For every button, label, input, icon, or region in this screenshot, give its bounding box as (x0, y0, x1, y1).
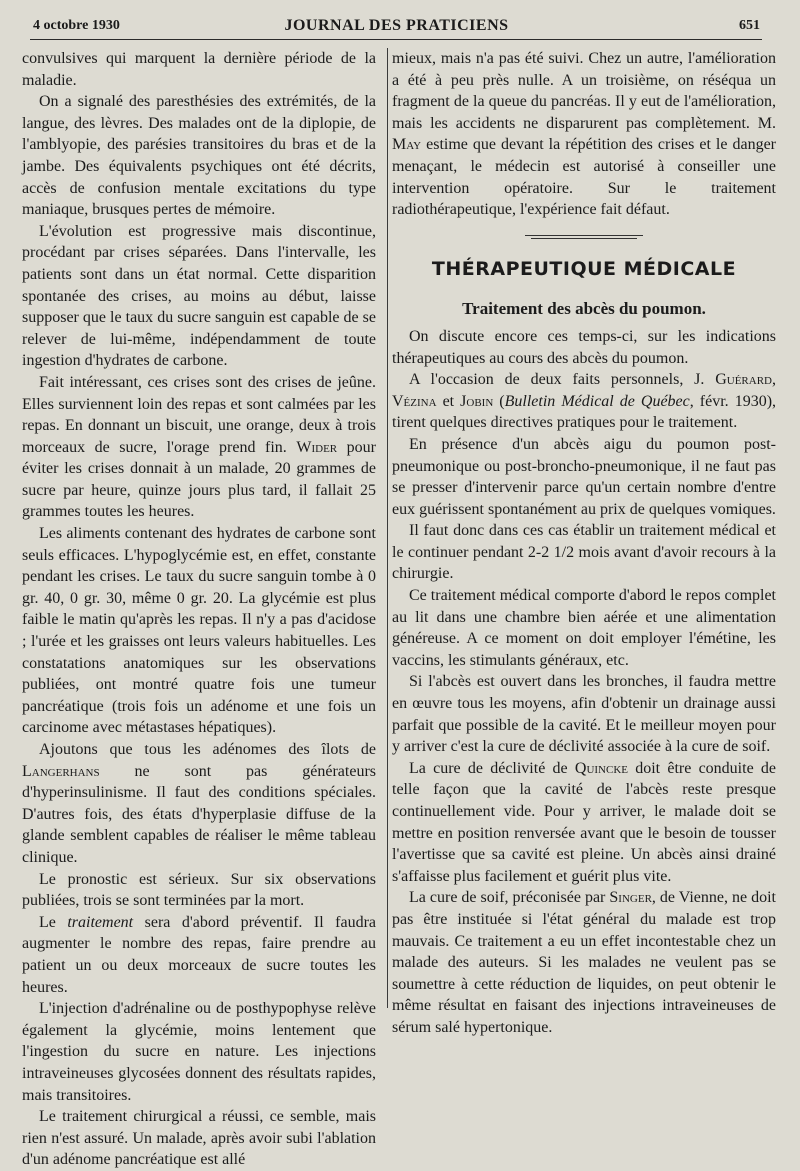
text-run: ne sont pas générateurs d'hyperinsulinisme. Il faut des conditions spéciales. D'autres fois, des états d'hyperplasie diffuse de la glande semblent capables de réaliser le même tableau clinique. (22, 762, 376, 866)
text-run: A l'occasion de deux faits personnels, J. (409, 371, 716, 389)
author-name: Langerhans (22, 762, 100, 780)
paragraph: Si l'abcès est ouvert dans les bronches, il faudra mettre en œuvre tous les moyens, afin d'obtenir un drainage aussi parfait que possible de la cavité. Et le meilleur moyen pour y arriver c'est la cure de déclivité associée à la cure de soif. (392, 673, 776, 756)
text-run: sera d'abord préventif. Il faudra augmenter le nombre des repas, faire prendre au patient un ou deux morceaux de sucre toutes les heures. (22, 913, 376, 996)
text-run: estime que devant la répétition des crises et le danger menaçant, le médecin est autorisé à conseiller une intervention opératoire. Sur le traitement radiothérapeutique, l'expérience fait défaut. (392, 136, 776, 219)
paragraph: Le pronostic est sérieux. Sur six observations publiées, trois se sont terminées par la mort. (22, 870, 376, 910)
text-run: La cure de déclivité de (409, 759, 575, 777)
paragraph: Le traitement chirurgical a réussi, ce semble, mais rien n'est assuré. Un malade, après avoir subi l'ablation d'un adénome pancréatique est allé (22, 1108, 376, 1169)
text-run: , (772, 371, 776, 389)
text-run: Fait intéressant, ces crises sont des crises de jeûne. Elles surviennent loin des repas et sont calmées par les repas. En donnant un biscuit, une orange, deux à trois morceaux de sucre, l'orage prend fin. (22, 373, 376, 456)
header-rule (30, 39, 762, 40)
right-column (392, 48, 776, 1039)
text-run: La cure de soif, préconisée par (409, 889, 610, 907)
section-separator (525, 235, 643, 241)
author-name: Guérard (715, 371, 772, 389)
paragraph: Les aliments contenant des hydrates de carbone sont seuls efficaces. L'hypoglycémie est, en effet, constante pendant les crises. Le taux du sucre sanguin tombe à 0 gr. 40, 0 gr. 30, même 0 gr. 20. La glycémie est plus faible le matin qu'après les repas. Il n'y a pas d'acidose ; l'urée et les graisses ont leurs valeurs habituelles. Les constatations anatomiques sur les observations publiées, ont montré quatre fois une tumeur pancréatique (trois fois un adénome et une fois un carcinome avec métastases hépatiques). (22, 525, 376, 737)
section-title: THÉRAPEUTIQUE MÉDICALE (431, 257, 737, 280)
citation-title: Bulletin Médical de Québec (504, 392, 690, 410)
paragraph: convulsives qui marquent la dernière période de la maladie. (22, 50, 376, 89)
column-divider (387, 48, 388, 1008)
text-run: Le (39, 913, 68, 931)
paragraph: On a signalé des paresthésies des extrémités, de la langue, des lèvres. Des malades ont de la diplopie, de l'amblyopie, des parésies transitoires du bras et de la jambe. Des équivalents psychiques ont été décrits, accès de confusion mentale excitations du type maniaque, brusques pertes de mémoire. (22, 93, 376, 219)
page-number: 651 (739, 18, 760, 33)
paragraph: L'évolution est progressive mais discontinue, procédant par crises séparées. Dans l'intervalle, les patients sont dans un état normal. Cette disparition spontanée des crises, au moins au début, laisse supposer que le taux du sucre sanguin est capable de se relever de lui-même, indépendamment de toute ingestion d'hydrates de carbone. (22, 222, 376, 370)
emphasis: traitement (67, 913, 134, 931)
author-name: May (392, 136, 422, 154)
text-run: et (436, 392, 461, 410)
paragraph (22, 739, 376, 869)
paragraph (22, 912, 376, 998)
journal-title: JOURNAL DES PRATICIENS (284, 17, 509, 34)
article-title: Traitement des abcès du poumon. (462, 299, 706, 319)
author-name: Vézina (392, 392, 437, 410)
paragraph: Ce traitement médical comporte d'abord le repos complet au lit dans une chambre bien aérée et une alimentation généreuse. A ce moment on doit employer l'émétine, les vaccins, les stimulants généraux, etc. (392, 587, 776, 669)
paragraph (392, 369, 776, 434)
page-header (33, 14, 760, 40)
paragraph: Il faut donc dans ces cas établir un traitement médical et le continuer pendant 2-2 1/2 mois avant d'avoir recours à la chirurgie. (392, 522, 776, 583)
paragraph: L'injection d'adrénaline ou de posthypophyse relève également la glycémie, moins lentement que l'ingestion du sucre en nature. Les injections intraveineuses glycosées donnent des résultats rapides, mais transitoires. (22, 1000, 376, 1104)
left-column (22, 48, 376, 1171)
paragraph: En présence d'un abcès aigu du poumon post-pneumonique ou post-broncho-pneumonique, il ne faut pas se presser d'intervenir parce qu'un certain nombre d'entre eux guérissent spontanément au prix de quelques vomiques. (392, 435, 776, 518)
paragraph (392, 758, 776, 888)
text-run: mieux, mais n'a pas été suivi. Chez un autre, l'amélioration a été à peu près nulle. A un troisième, on réséqua un fragment de la queue du pancréas. Il y eut de l'amélioration, mais les accidents ne disparurent pas complètement. M. (392, 50, 776, 132)
issue-date: 4 octobre 1930 (33, 18, 120, 33)
text-run: doit être conduite de telle façon que la cavité de l'abcès reste presque continuellement vide. Pour y arriver, le malade doit se mettre en position renversée avant que le besoin de tousser l'avertisse que sa cavité est pleine. Un abcès ainsi drainé s'affaisse plus facilement et guérit plus vite. (392, 759, 777, 885)
author-name: Singer (609, 889, 652, 907)
paragraph: On discute encore ces temps-ci, sur les indications thérapeutiques au cours des abcès du poumon. (392, 327, 776, 367)
text-run: , de Vienne, ne doit pas être instituée si l'état général du malade est trop mauvais. Ce traitement a eu un effet incontestable chez un malade des auteurs. Si les malades ne veulent pas se soumettre à cette réduction de liquides, on peut obtenir le même résultat en faisant des injections intraveineuses de sérum salé hypertonique. (392, 889, 777, 1036)
paragraph (392, 887, 776, 1038)
text-run: ( (493, 392, 505, 410)
author-name: Quincke (574, 759, 628, 777)
author-name: Jobin (460, 392, 494, 410)
text-run: Ajoutons que tous les adénomes des îlots de (39, 741, 376, 758)
paragraph (22, 372, 376, 523)
paragraph (392, 48, 776, 221)
text-run: pour éviter les crises donnait à un malade, 20 grammes de sucre par heure, quinze jours plus tard, il fallait 25 grammes toutes les heures. (22, 438, 377, 521)
author-name: Wider (296, 438, 338, 456)
text-run: , févr. 1930), tirent quelques directives pratiques pour le traitement. (392, 392, 777, 432)
